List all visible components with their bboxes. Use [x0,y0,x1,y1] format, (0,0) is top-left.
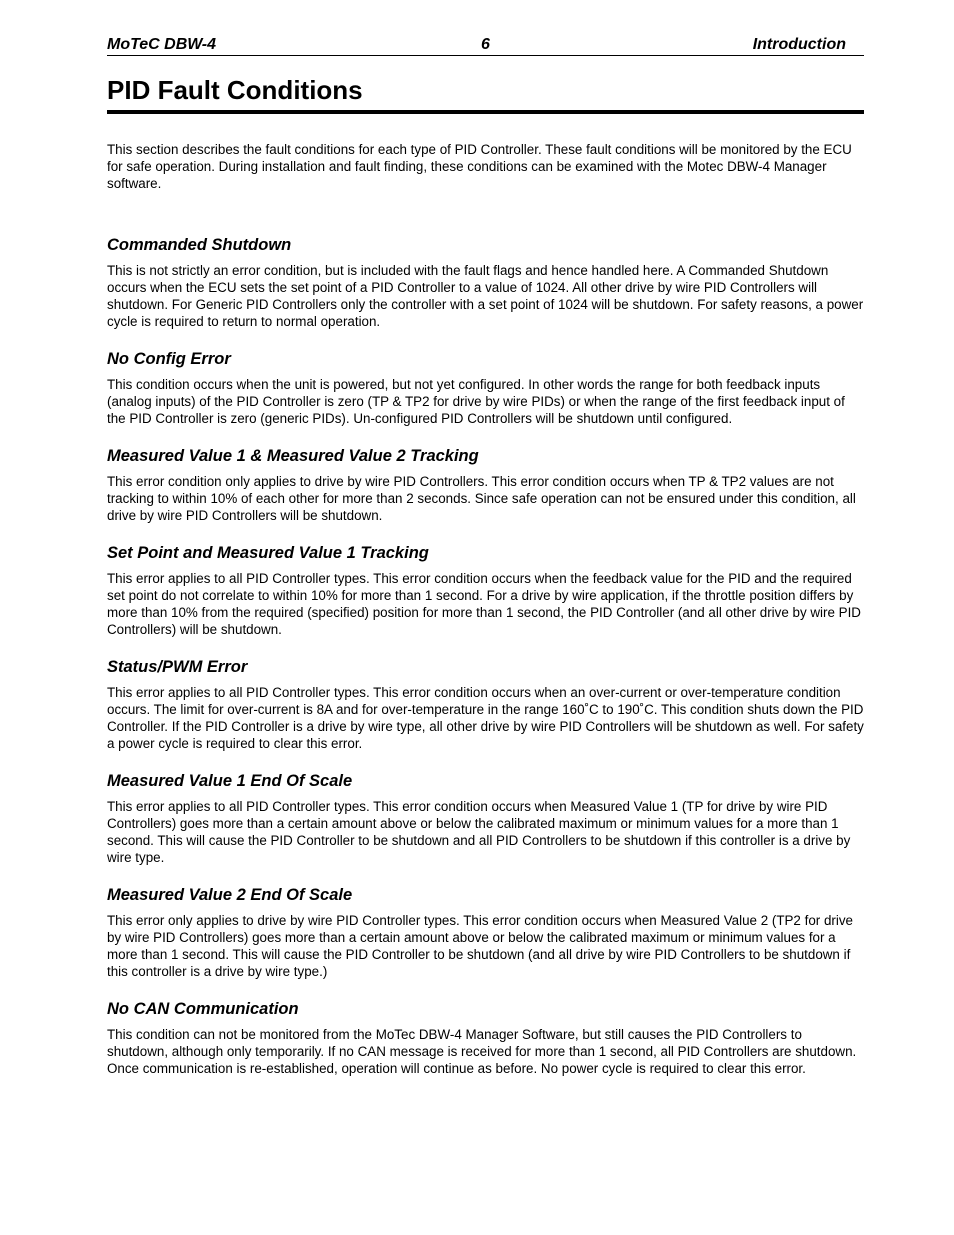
section-heading: No CAN Communication [107,1000,299,1018]
intro-paragraph: This section describes the fault conditions for each type of PID Controller. These fault conditions will be monitored by the ECU for safe operation. During installation and fault finding, these conditions can be examined with the Motec DBW-4 Manager software. [107,142,852,191]
section-heading: Set Point and Measured Value 1 Tracking [107,544,429,562]
section-body: This is not strictly an error condition, but is included with the fault flags and hence handled here. A Commanded Shutdown occurs when the ECU sets the set point of a PID Controller to a value of 1024. All other drive by wire PID Controllers will shutdown. For Generic PID Controllers only the controller with a set point of 1024 will be shutdown. For safety reasons, a power cycle is required to return to normal operation. [107,263,864,329]
fault-sections [107,235,864,1077]
header-chapter-name: Introduction [752,36,846,53]
section-body: This error condition only applies to drive by wire PID Controllers. This error condition occurs when TP & TP2 values are not tracking to within 10% of each other for more than 2 seconds. Since safe operation can not be ensured under this condition, all drive by wire PID Controllers will be shutdown. [107,474,856,523]
section-body: This condition occurs when the unit is powered, but not yet configured. In other words the range for both feedback inputs (analog inputs) of the PID Controller is zero (TP & TP2 for drive by wire PIDs) or when the range of the first feedback input of the PID Controller is zero (generic PIDs). Un-configured PID Controllers will be shutdown until configured. [107,377,845,426]
page-header [107,33,864,56]
section-body: This error applies to all PID Controller types. This error condition occurs when an over-current or over-temperature condition occurs. The limit for over-current is 8A and for over-temperature in the range 160˚C to 190˚C. This condition shuts down the PID Controller. If the PID Controller is a drive by wire type, all other drive by wire PID Controllers will be shutdown as well. For safety a power cycle is required to clear this error. [107,685,864,751]
section-heading: No Config Error [107,350,231,368]
section-body: This condition can not be monitored from the MoTec DBW-4 Manager Software, but still causes the PID Controllers to shutdown, although only temporarily. If no CAN message is received for more than 1 second, all PID Controllers are shutdown. Once communication is re-established, operation will continue as before. No power cycle is required to clear this error. [107,1027,857,1076]
section-no-can-communication [107,999,864,1077]
section-status-pwm-error [107,657,864,752]
document-page [107,33,864,1096]
section-body: This error only applies to drive by wire PID Controller types. This error condition occurs when Measured Value 2 (TP2 for drive by wire PID Controllers) goes more than a certain amount above or below the calibrated maximum or minimum values for a more than 1 second. This will cause the PID Controller to be shutdown (and all drive by wire PID Controllers to be shutdown if this controller is a drive by wire type.) [107,913,853,979]
section-mv2-end-of-scale [107,885,864,980]
section-heading: Status/PWM Error [107,658,248,676]
section-commanded-shutdown [107,235,864,330]
section-heading: Measured Value 2 End Of Scale [107,886,353,904]
section-no-config-error [107,349,864,427]
section-body: This error applies to all PID Controller types. This error condition occurs when Measured Value 1 (TP for drive by wire PID Controllers) goes more than a certain amount above or below the calibrated maximum or minimum values for a more than 1 second. This will cause the PID Controller to be shutdown and all PID Controllers to be shutdown if this controller is a drive by wire type. [107,799,851,865]
section-heading: Measured Value 1 End Of Scale [107,772,353,790]
section-body: This error applies to all PID Controller types. This error condition occurs when the feedback value for the PID and the required set point do not correlate to within 10% for more than 1 second. For a drive by wire application, if the throttle position differs by more than 10% from the required (specified) position for more than 1 second, the PID Controller (and all other drive by wire PID Controllers) will be shutdown. [107,571,861,637]
section-heading: Commanded Shutdown [107,236,292,254]
page-title: PID Fault Conditions [107,74,864,114]
header-page-number: 6 [481,36,490,53]
header-product-name: MoTeC DBW-4 [107,36,217,53]
section-mv1-mv2-tracking [107,446,864,524]
section-setpoint-mv1-tracking [107,543,864,638]
section-mv1-end-of-scale [107,771,864,866]
section-heading: Measured Value 1 & Measured Value 2 Tracking [107,447,479,465]
